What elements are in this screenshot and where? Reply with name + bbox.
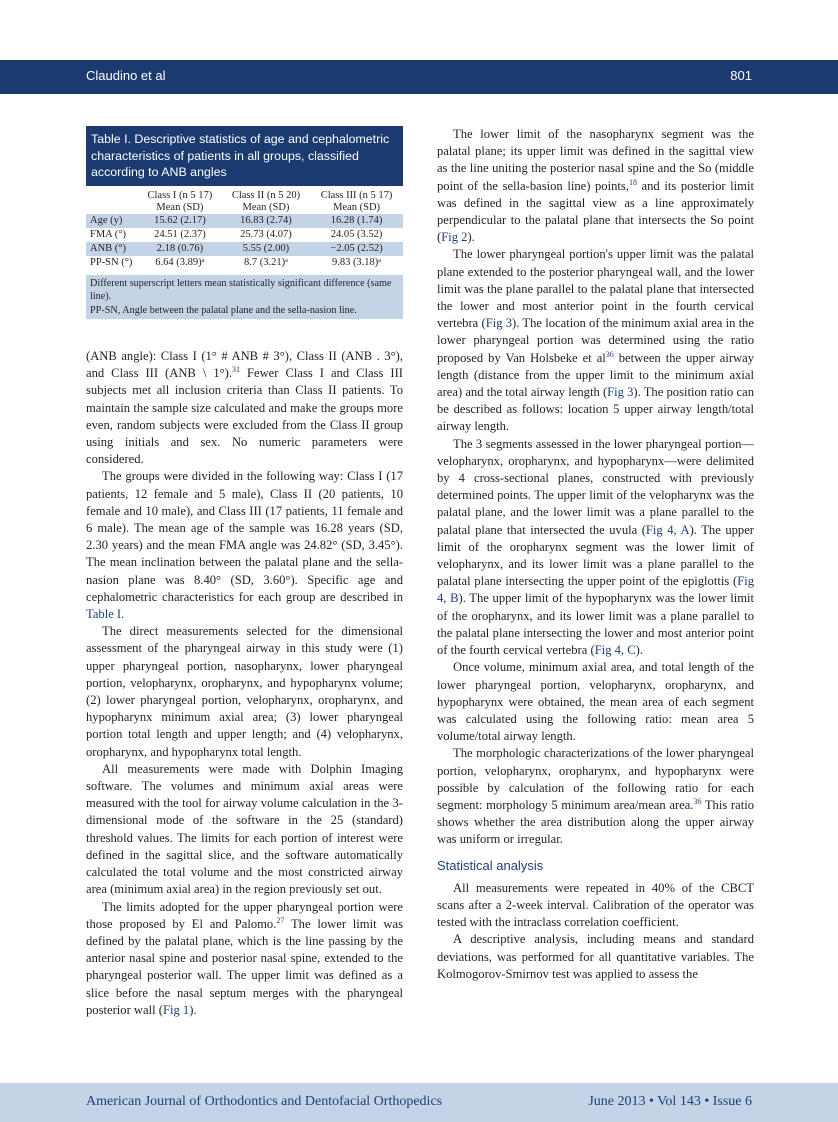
table-row <box>86 242 403 256</box>
running-header <box>0 60 838 94</box>
section-heading: Statistical analysis <box>437 857 544 873</box>
row-label: Age (y) <box>86 214 138 228</box>
header-line: Class III (n 5 17) <box>320 189 393 201</box>
citation[interactable]: 31 <box>232 365 240 375</box>
figure-link[interactable]: Fig 3 <box>485 316 513 331</box>
table-header-class-2 <box>222 190 310 214</box>
table-cell: 16.28 (1.74) <box>310 214 403 228</box>
issue-info: June 2013 • Vol 143 • Issue 6 <box>588 1094 752 1109</box>
text: The 3 segments assessed in the lower pharyngeal portion—velopharynx, oropharynx, and hypopharynx—were delimited by 4 cross-sectional planes, constructed with previously determined points. The upper limit of the velopharynx was the palatal plane, and the lower limit was a plane parallel to the palatal plane that intersected the uvula ( <box>437 436 754 537</box>
text: The lower pharyngeal portion's upper limit was the palatal plane extended to the posterior pharyngeal wall, and the lower limit was the plane parallel to the palatal plane that intersected the lower and most anterior point in the fourth cervical vertebra ( <box>437 247 754 331</box>
text: Fewer Class I and Class III subjects met all inclusion criteria than Class II patients. To maintain the sample size calculated and make the groups more even, random subjects were excluded from the Class II group using initials and sex. No numeric parameters were considered. <box>86 366 403 467</box>
table-footnote: Different superscript letters mean statistically significant difference (same line). <box>90 277 392 302</box>
figure-link[interactable]: Fig 4, B <box>437 574 754 606</box>
paragraph: The direct measurements selected for the dimensional assessment of the pharyngeal airway in this study were (1) upper pharyngeal portion, nasopharynx, lower pharyngeal portion, velopharynx, oropharynx, and hypopharynx volume; (2) lower pharyngeal portion, velopharynx, oropharynx, and hypopharynx minimum axial area; (3) lower pharyngeal portion total length and upper length; and (4) velopharynx, oropharynx, and hypopharynx total length. <box>86 624 403 759</box>
table-cell: 24.51 (2.37) <box>154 228 206 240</box>
row-label: FMA (°) <box>90 228 126 240</box>
paragraph <box>437 126 754 246</box>
table-cell: 9.83 (3.18)ᵃ <box>331 256 382 268</box>
page-number: 801 <box>730 68 752 83</box>
header-line: Mean (SD) <box>333 201 381 213</box>
table-row <box>86 228 403 242</box>
paragraph: All measurements were made with Dolphin Imaging software. The volumes and minimum axial areas were measured with the tool for airway volume calculation in the 3-dimensional mode of the software in the 25 (standard) threshold values. The limits for each portion of interest were defined in the sagittal slice, and the software automatically calculated the total volume and the most constricted airway area (minimum axial area) in the region previously set out. <box>86 761 403 897</box>
figure-link[interactable]: Fig 4, A <box>645 522 690 537</box>
table-header-row <box>86 190 403 214</box>
table-row <box>86 214 403 228</box>
table-cell: 5.55 (2.00) <box>222 242 310 256</box>
table-footnotes <box>86 275 403 320</box>
text: (ANB angle): Class I (1° # ANB # 3°), Class II (ANB . 3°), and Class III (ANB \ 1°). <box>86 349 403 381</box>
paragraph <box>437 745 754 848</box>
table-cell: 8.7 (3.21)ᵃ <box>243 256 288 268</box>
table-title: Table I. Descriptive statistics of age and cephalometric characteristics of patients in all groups, classified according to ANB angles <box>86 126 403 186</box>
table-row <box>86 256 403 270</box>
paragraph: A descriptive analysis, including means and standard deviations, was performed for all quantitative variables. The Kolmogorov-Smirnov test was applied to assess the <box>437 932 754 981</box>
text: The lower limit was defined by the palatal plane, which is the line passing by the anterior nasal spine and posterior nasal spine, extended to the pharyngeal posterior wall. The upper limit was defined as a slice before the nasal septum merges with the pharyngeal posterior wall ( <box>86 916 403 1017</box>
table-header-empty <box>86 190 138 214</box>
table-footnote: PP-SN, Angle between the palatal plane and the sella-nasion line. <box>90 304 357 316</box>
figure-link[interactable]: Fig 4, C <box>594 643 636 658</box>
paragraph <box>86 899 403 1019</box>
citation[interactable]: 27 <box>276 915 285 925</box>
right-column <box>437 126 754 983</box>
descriptive-statistics-table <box>86 190 403 270</box>
table-link[interactable]: Table I <box>86 607 122 622</box>
paragraph: All measurements were repeated in 40% of the CBCT scans after a 2-week interval. Calibration of the operator was tested with the intraclass correlation coefficient. <box>437 880 754 930</box>
citation[interactable]: 18 <box>628 177 637 187</box>
citation[interactable]: 36 <box>693 796 702 806</box>
running-header-author: Claudino et al <box>86 68 166 83</box>
header-line: Mean (SD) <box>242 201 290 213</box>
paragraph <box>437 436 754 660</box>
paragraph: Once volume, minimum axial area, and total length of the lower pharyngeal portion, velopharynx, oropharynx, and hypopharynx were obtained, the mean area of each segment was calculated using the following ratio: mean area 5 volume/total airway length. <box>437 660 754 744</box>
text: The morphologic characterizations of the lower pharyngeal portion, velopharynx, oropharynx, and hypopharynx were possible by calculation of the following ratio for each segment: morphology 5 minimum area/mean area. <box>437 746 754 812</box>
table-cell: 16.83 (2.74) <box>222 214 310 228</box>
text: The lower limit of the nasopharynx segment was the palatal plane; its upper limit was defined in the sagittal view as the line uniting the posterior nasal spine and the So (middle point of the sella-basion line) points, <box>437 127 754 193</box>
text: The groups were divided in the following way: Class I (17 patients, 12 female and 5 male), Class II (20 patients, 10 female and 10 male), and Class III (17 patients, 11 female and 6 male). The mean age of the sample was 16.28 years (SD, 2.30 years) and the mean FMA angle was 24.82° (SD, 3.45°). The mean inclination between the palatal plane and the sella-nasion plane was 8.40° (SD, 3.60°). Specific age and cephalometric characteristics for each group are described in <box>86 469 403 604</box>
running-footer <box>0 1083 838 1122</box>
header-line: Class I (n 5 17) <box>147 189 213 201</box>
table-cell: 6.64 (3.89)ᵃ <box>155 256 205 268</box>
text: . <box>121 607 125 622</box>
text: ). The location of the minimum axial area in the lower pharyngeal portion was determined using the ratio proposed by Van Holsbeke et al <box>437 316 754 365</box>
journal-name: American Journal of Orthodontics and Dentofacial Orthopedics <box>86 1094 443 1109</box>
table-cell: 15.62 (2.17) <box>138 214 222 228</box>
text: ). The position ratio can be described as follows: location 5 upper airway length/total airway length. <box>437 385 754 434</box>
text: ). <box>189 1002 197 1017</box>
citation[interactable]: 36 <box>605 349 614 359</box>
paragraph <box>86 348 403 468</box>
header-line: Class II (n 5 20) <box>231 189 301 201</box>
paragraph <box>437 246 754 435</box>
figure-link[interactable]: Fig 2 <box>441 230 468 245</box>
row-label: ANB (°) <box>86 242 138 256</box>
text: ). <box>635 643 643 658</box>
text: ). The upper limit of the oropharynx segment was the lower limit of velopharynx, and its lower limit was a plane parallel to the palatal plane intersecting the upper point of the epiglottis ( <box>437 522 755 589</box>
table-cell: 24.05 (3.52) <box>330 228 383 240</box>
text: This ratio shows whether the area distribution along the upper airway was uniform or irregular. <box>437 797 754 847</box>
row-label: PP-SN (°) <box>90 256 133 268</box>
text: ). <box>467 230 475 245</box>
table-header-class-1 <box>138 190 222 214</box>
table-header-class-3 <box>310 190 403 214</box>
left-column <box>86 348 403 1019</box>
text: The limits adopted for the upper pharyngeal portion were those proposed by El and Palomo. <box>86 899 403 931</box>
text: ). The upper limit of the hypopharynx was the lower limit of the oropharynx, and its lower limit was a plane parallel to the palatal plane intersecting the lower and most anterior point of the fourth cervical vertebra ( <box>437 591 754 658</box>
table-cell: 25.73 (4.07) <box>240 228 292 240</box>
table-cell: −2.05 (2.52) <box>310 242 403 256</box>
text: and its posterior limit was defined in the sagittal view as a line approximately perpendicular to the palatal plane that intersects the So point ( <box>437 178 754 245</box>
paragraph <box>86 468 403 623</box>
header-line: Mean (SD) <box>156 201 204 213</box>
figure-link[interactable]: Fig 1 <box>162 1002 190 1017</box>
figure-link[interactable]: Fig 3 <box>607 385 634 400</box>
table-cell: 2.18 (0.76) <box>138 242 222 256</box>
text: between the upper airway length (distance from the upper limit to the minimum axial area) and the total airway length ( <box>437 350 754 400</box>
table-1 <box>86 126 403 332</box>
